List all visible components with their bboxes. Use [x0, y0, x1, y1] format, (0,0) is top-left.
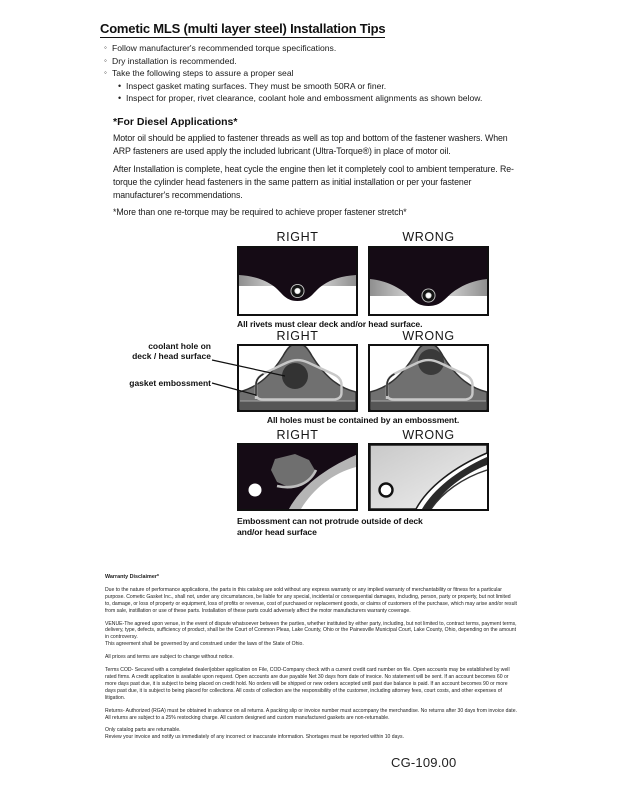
rivet-right-diagram — [237, 246, 358, 316]
review-invoice-line: Review your invoice and notify us immediately of any incorrect or inaccurate information. Shortages must be reported within 10 days. — [105, 734, 404, 741]
figure3-labels — [237, 428, 489, 442]
figure1-labels — [237, 230, 489, 244]
document-number: CG-109.00 — [391, 755, 457, 770]
warranty-paragraph: Due to the nature of performance applications, the parts in this catalog are sold without any express warranty or any implied warranty of merchantability or fitness for a particular purpose. Cometic Gasket Inc., shall not, under any circumstances, be liable for any special, incidental or consequential damages, including, person, party or property, but not limited to, damage, or loss of property or equipment, loss of profits or revenue, cost of purchased or replacement goods, or claims of customers of the purchase, which may arise and/or result from sale, instillation or use of these parts. Installation of these parts could adversely affect the motor manufacturers warranty coverage. — [105, 586, 517, 614]
tip-text: Take the following steps to assure a proper seal — [112, 68, 294, 79]
returns-paragraph: Returns- Authorized (RGA) must be obtained in advance on all returns. A packing slip or invoice number must accompany the merchandise. No returns after 30 days from invoice date. All returns are subject to a 25% restocking charge. All custom designed and custom manufactured gaskets are non-returnable. — [105, 707, 517, 721]
wrong-label: WRONG — [402, 329, 455, 343]
warranty-heading: Warranty Disclaimer* — [105, 574, 160, 580]
figure3-caption: Embossment can not protrude outside of deck and/or head surface — [237, 516, 423, 537]
figure2-caption: All holes must be contained by an embossment. — [266, 415, 460, 425]
callout-text: coolant hole on — [148, 341, 211, 351]
governing-law-line: This agreement shall be governed by and construed under the laws of the State of Ohio. — [105, 641, 304, 648]
wrong-label: WRONG — [402, 230, 455, 244]
open-bullet-icon: ◦ — [104, 68, 107, 78]
figure1-rivet-clearance — [237, 246, 489, 316]
embossment-wrong-diagram-image — [370, 346, 487, 410]
right-label: RIGHT — [276, 230, 319, 244]
bullet-icon: • — [118, 93, 122, 104]
protrusion-wrong-diagram-image — [370, 445, 487, 509]
tip-text: Inspect for proper, rivet clearance, coolant hole and embossment alignments as shown below. — [126, 93, 483, 104]
bullet-icon: • — [118, 80, 122, 91]
page-title: Cometic MLS (multi layer steel) Installation Tips — [100, 21, 386, 36]
retorque-note: *More than one re-torque may be required to achieve proper fastener stretch* — [113, 207, 407, 217]
list-item — [118, 80, 524, 93]
coolant-hole-callout — [103, 341, 211, 361]
protrusion-right-diagram-image — [239, 445, 356, 509]
callout-leader-lines — [210, 352, 305, 407]
open-bullet-icon: ◦ — [104, 43, 107, 52]
figure1-caption: All rivets must clear deck and/or head surface. — [237, 319, 423, 329]
list-item — [104, 67, 524, 80]
callout-text: deck / head surface — [132, 351, 211, 361]
figure3-protrusion — [237, 443, 489, 511]
list-item — [104, 55, 524, 68]
open-bullet-icon: ◦ — [104, 55, 107, 65]
protrusion-right-diagram — [237, 443, 358, 511]
list-item — [118, 92, 524, 105]
installation-tips-list — [104, 42, 524, 105]
embossment-wrong-diagram — [368, 344, 489, 412]
right-label: RIGHT — [276, 428, 319, 442]
wrong-label: WRONG — [402, 428, 455, 442]
gasket-embossment-callout: gasket embossment — [129, 378, 211, 388]
right-label: RIGHT — [276, 329, 319, 343]
rivet-wrong-diagram-image — [370, 248, 487, 314]
rivet-right-diagram-image — [239, 248, 356, 314]
terms-cod-paragraph: Terms COD- Secured with a completed dealer/jobber application on File, COD-Company check with a current credit card number on file. Open accounts may be established by well rated firms. A credit application is available upon request. Open accounts are due payable Net 30 days from date of invoice. No statement will be sent. If an account becomes 60 or more days past due, it is subject to being placed on credit hold. No orders will be shipped or new orders accepted until past due balance is paid. If an account becomes 90 or more days past due, it is subject to being placed for collections. All costs of collection are the responsibility of the customer, including attorney fees, court costs, and other expenses of litigation. — [105, 667, 510, 701]
tip-text: Inspect gasket mating surfaces. They must be smooth 50RA or finer. — [126, 80, 387, 91]
rivet-wrong-diagram — [368, 246, 489, 316]
list-item — [104, 42, 524, 55]
venue-paragraph: VENUE-The agreed upon venue, in the event of dispute whatsoever between the parties, whether instituted by either party, including, but not limited to, contract terms, payment terms, delivery, type, defects, sufficiency of product, shall be the Court of Common Pleas, Lake County, Ohio or the Painesville Municipal Court, Lake County, Ohio, depending on the amount in controversy. — [105, 620, 517, 641]
diesel-paragraph: Motor oil should be applied to fastener threads as well as top and bottom of the fastener washers. When ARP fasteners are used apply the included lubricant (Ultra-Torque®) in place of motor oil. — [113, 133, 508, 156]
tip-text: Dry installation is recommended. — [112, 55, 237, 66]
tip-text: Follow manufacturer's recommended torque specifications. — [112, 43, 337, 53]
warranty-disclaimer-section — [105, 574, 517, 747]
prices-terms-line: All prices and terms are subject to change without notice. — [105, 654, 234, 661]
diesel-section-heading: *For Diesel Applications* — [113, 116, 238, 128]
catalog-parts-line: Only catalog parts are returnable. — [105, 727, 181, 734]
protrusion-wrong-diagram — [368, 443, 489, 511]
diesel-paragraph: After Installation is complete, heat cycle the engine then let it completely cool to ambient temperature. Re-torque the cylinder head fasteners in the same pattern as initial installation or per your fastener manufacturer's recommendations. — [113, 164, 514, 200]
figure2-labels — [237, 329, 489, 343]
